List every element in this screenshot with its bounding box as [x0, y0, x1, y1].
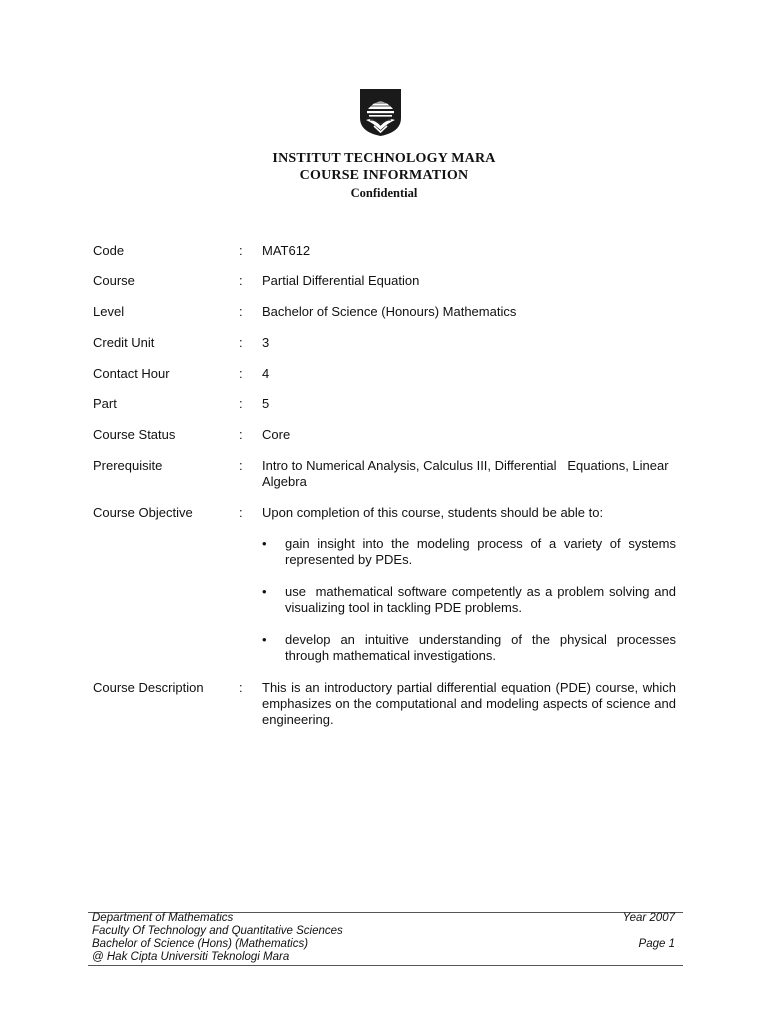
field-label: Credit Unit	[93, 335, 155, 350]
field-value: 3	[262, 335, 270, 350]
footer-page-number: Page 1	[638, 938, 675, 950]
university-logo-icon	[359, 88, 402, 137]
field-label: Contact Hour	[93, 366, 170, 381]
footer-department: Department of Mathematics	[92, 912, 234, 924]
field-separator: :	[239, 304, 243, 319]
field-separator: :	[239, 273, 243, 288]
footer-copyright: @ Hak Cipta Universiti Teknologi Mara	[92, 951, 290, 963]
field-label: Course Status	[93, 427, 176, 442]
field-label: Course	[93, 273, 135, 288]
field-separator: :	[239, 680, 243, 695]
objective-text: use mathematical software competently as a problem solving and visualizing tool in tackling PDE problems.	[285, 584, 680, 615]
bullet-icon: •	[262, 632, 267, 647]
field-label: Part	[93, 396, 117, 411]
field-label: Course Objective	[93, 505, 193, 520]
field-separator: :	[239, 458, 243, 473]
bullet-icon: •	[262, 536, 267, 551]
footer-faculty: Faculty Of Technology and Quantitative Sciences	[92, 925, 343, 937]
field-value: 5	[262, 396, 270, 411]
field-label: Code	[93, 243, 125, 258]
field-separator: :	[239, 505, 243, 520]
field-value: Core	[262, 427, 291, 442]
field-separator: :	[239, 396, 243, 411]
field-separator: :	[239, 366, 243, 381]
field-value: 4	[262, 366, 270, 381]
field-value: Intro to Numerical Analysis, Calculus III, Differential Equations, Linear Algebra	[262, 458, 672, 489]
institution-title: INSTITUT TECHNOLOGY MARA	[272, 151, 496, 166]
confidential-label: Confidential	[350, 186, 418, 200]
footer-programme: Bachelor of Science (Hons) (Mathematics)	[92, 938, 309, 950]
field-value: Upon completion of this course, students should be able to:	[262, 505, 604, 520]
objective-text: develop an intuitive understanding of the physical processes through mathematical investigations.	[285, 632, 676, 663]
field-separator: :	[239, 243, 243, 258]
field-value: This is an introductory partial differential equation (PDE) course, which emphasizes on the computational and modeling aspects of science and engineering.	[262, 680, 676, 727]
field-label: Level	[93, 304, 125, 319]
field-separator: :	[239, 427, 243, 442]
field-label: Prerequisite	[93, 458, 163, 473]
field-label: Course Description	[93, 680, 204, 695]
field-separator: :	[239, 335, 243, 350]
objective-text: gain insight into the modeling process of a variety of systems represented by PDEs.	[285, 536, 676, 567]
field-value: MAT612	[262, 243, 311, 258]
footer-bottom-rule	[88, 965, 683, 966]
document-title: COURSE INFORMATION	[299, 168, 469, 183]
footer-year: Year 2007	[622, 912, 675, 924]
bullet-icon: •	[262, 584, 267, 599]
field-value: Bachelor of Science (Honours) Mathematics	[262, 304, 517, 319]
field-value: Partial Differential Equation	[262, 273, 420, 288]
